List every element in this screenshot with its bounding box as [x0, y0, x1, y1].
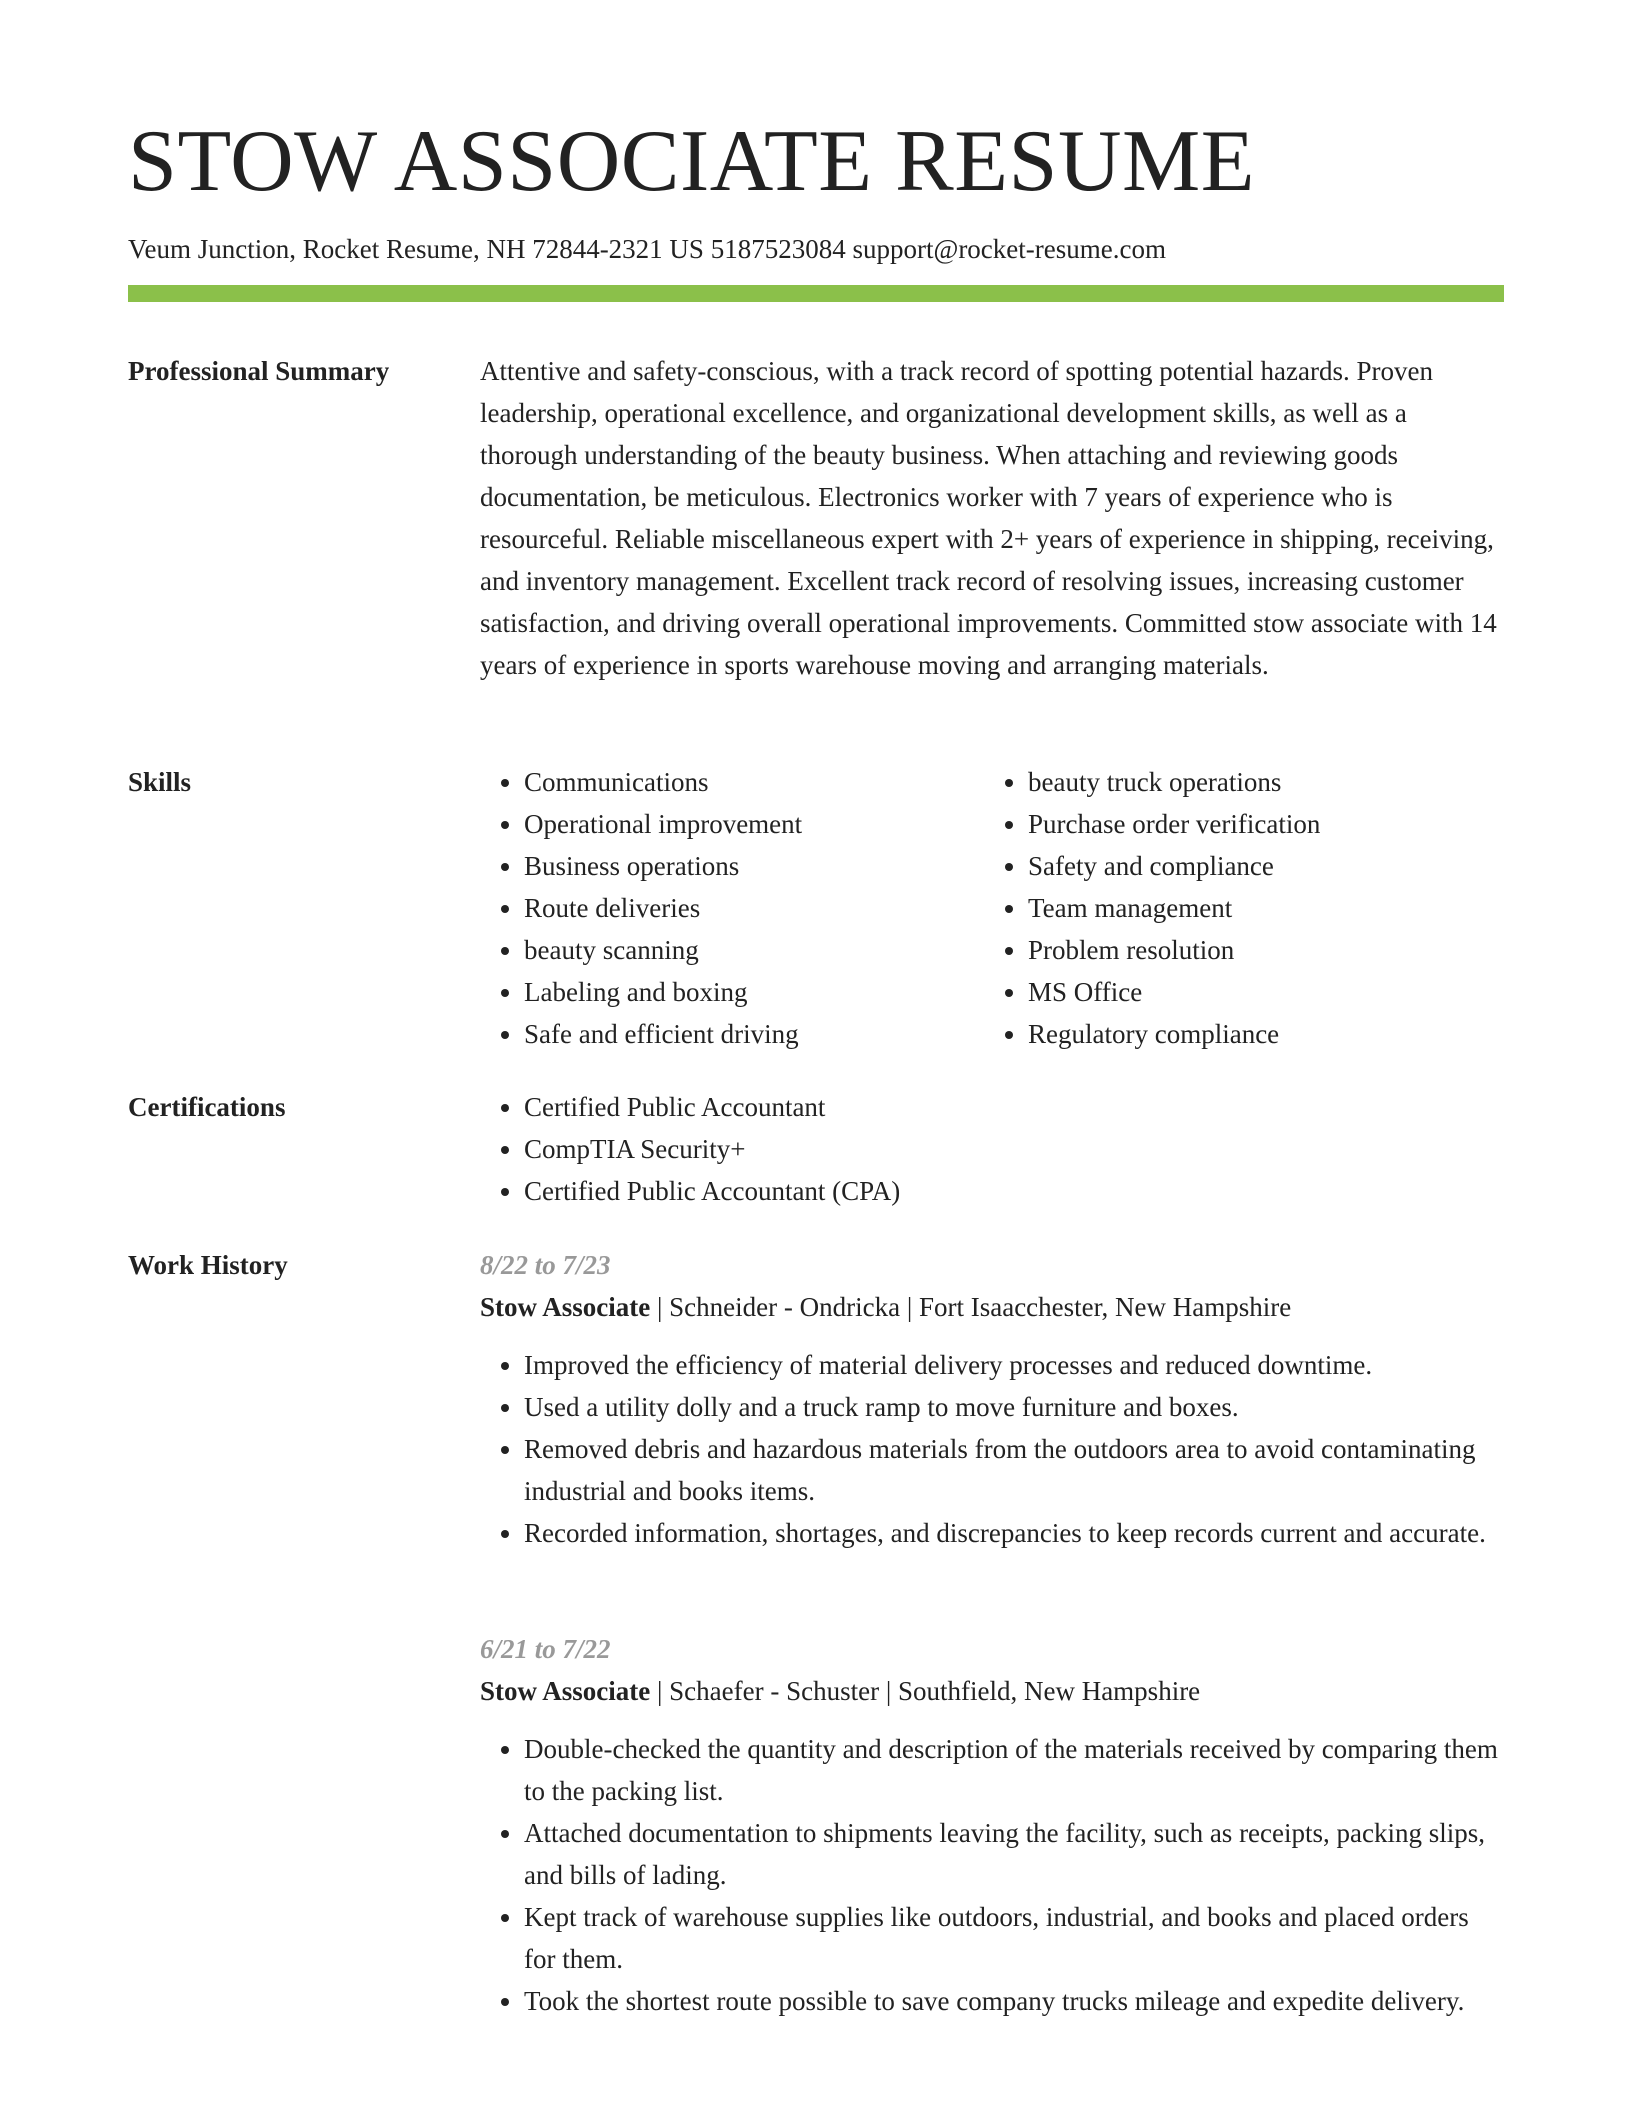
job-bullets [480, 1344, 1506, 1554]
job-entry [480, 1628, 1506, 2022]
certification-item: • Certified Public Accountant [524, 1086, 1506, 1128]
resume-title: STOW ASSOCIATE RESUME [128, 113, 1255, 210]
skill-item: • Regulatory compliance [1028, 1013, 1444, 1055]
job-bullet: • Removed debris and hazardous materials from the outdoors area to avoid contaminating industrial and books items. [524, 1428, 1506, 1512]
certification-item: • Certified Public Accountant (CPA) [524, 1170, 1506, 1212]
skills-column-right [984, 761, 1444, 1055]
job-bullet: • Recorded information, shortages, and discrepancies to keep records current and accurate. [524, 1512, 1506, 1554]
skill-item: • Labeling and boxing [524, 971, 940, 1013]
skill-item: • Operational improvement [524, 803, 940, 845]
job-title: Stow Associate [480, 1676, 651, 1706]
section-label-skills: Skills [128, 767, 192, 797]
job-bullet: • Attached documentation to shipments leaving the facility, such as receipts, packing slips, and bills of lading. [524, 1812, 1506, 1896]
section-label-certifications: Certifications [128, 1092, 286, 1122]
job-dates: 6/21 to 7/22 [480, 1634, 611, 1664]
header-divider [128, 285, 1504, 302]
job-bullets [480, 1728, 1506, 2022]
job-details: | Schaefer - Schuster | Southfield, New Hampshire [650, 1676, 1201, 1706]
skill-item: • Team management [1028, 887, 1444, 929]
job-bullet: • Took the shortest route possible to save company trucks mileage and expedite delivery. [524, 1980, 1506, 2022]
skills-section [480, 761, 1506, 1055]
certification-item: • CompTIA Security+ [524, 1128, 1506, 1170]
job-bullet: • Used a utility dolly and a truck ramp to move furniture and boxes. [524, 1386, 1506, 1428]
summary-text: Attentive and safety-conscious, with a track record of spotting potential hazards. Proven leadership, operational excellence, and organizational development skills, as well as a thorough understanding of the beauty business. When attaching and reviewing goods documentation, be meticulous. Electronics worker with 7 years of experience who is resourceful. Reliable miscellaneous expert with 2+ years of experience in shipping, receiving, and inventory management. Excellent track record of resolving issues, increasing customer satisfaction, and driving overall operational improvements. Committed stow associate with 14 years of experience in sports warehouse moving and arranging materials. [480, 356, 1497, 680]
job-details: | Schneider - Ondricka | Fort Isaacchester, New Hampshire [650, 1292, 1292, 1322]
section-label-summary: Professional Summary [128, 356, 390, 386]
section-label-work-history: Work History [128, 1250, 288, 1280]
skill-item: • Route deliveries [524, 887, 940, 929]
skills-list-right [984, 761, 1444, 1055]
skill-item: • Business operations [524, 845, 940, 887]
job-dates: 8/22 to 7/23 [480, 1250, 611, 1280]
job-entry [480, 1244, 1506, 1554]
skill-item: • beauty truck operations [1028, 761, 1444, 803]
skill-item: • Purchase order verification [1028, 803, 1444, 845]
skill-item: • MS Office [1028, 971, 1444, 1013]
job-heading [480, 1670, 1506, 1712]
skill-item: • Communications [524, 761, 940, 803]
skill-item: • Safe and efficient driving [524, 1013, 940, 1055]
skills-list-left [480, 761, 940, 1055]
skills-column-left [480, 761, 940, 1055]
job-title: Stow Associate [480, 1292, 651, 1322]
job-bullet: • Kept track of warehouse supplies like outdoors, industrial, and books and placed orders for them. [524, 1896, 1506, 1980]
contact-line: Veum Junction, Rocket Resume, NH 72844-2321 US 5187523084 support@rocket-resume.com [128, 234, 1166, 264]
skill-item: • Problem resolution [1028, 929, 1444, 971]
job-bullet: • Improved the efficiency of material delivery processes and reduced downtime. [524, 1344, 1506, 1386]
certifications-section [480, 1086, 1506, 1212]
job-heading [480, 1286, 1506, 1328]
skill-item: • Safety and compliance [1028, 845, 1444, 887]
summary-section [480, 350, 1506, 686]
job-bullet: • Double-checked the quantity and description of the materials received by comparing them to the packing list. [524, 1728, 1506, 1812]
certifications-list [480, 1086, 1506, 1212]
skill-item: • beauty scanning [524, 929, 940, 971]
